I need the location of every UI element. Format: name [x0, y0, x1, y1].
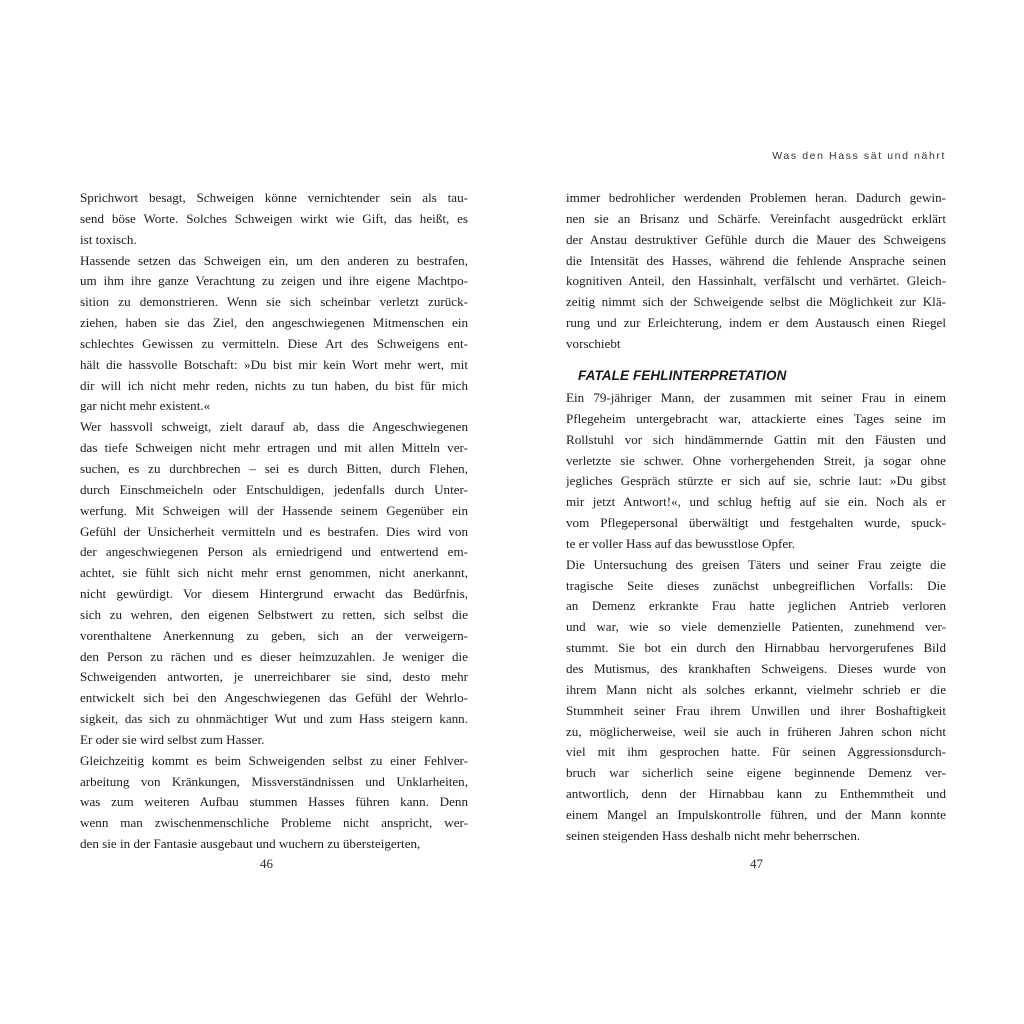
text-line: suchen, es zu durchbrechen – sei es durch Bitten, durch Flehen, [80, 460, 468, 476]
text-line: den sie in der Fantasie ausgebaut und wuchern zu übersteigerten, [80, 836, 421, 852]
text-line: ihrem Mann nicht als solches erkannt, vielmehr schrieb er die [566, 681, 946, 697]
text-line: mir jetzt Antwort!«, und schlug heftig auf sie ein. Noch als er [566, 494, 946, 510]
text-line: nicht gewürdigt. Vor diesem Hintergrund erwacht das Bedürfnis, [80, 586, 468, 602]
left-page-body-text [80, 188, 468, 855]
text-line: der angeschwiegenen Person als erniedrigend und entwertend em- [80, 544, 468, 560]
text-line: vorschiebt [566, 335, 621, 351]
right-page-body-text [566, 188, 946, 355]
text-line: Gefühl der Unsicherheit vermitteln und es bestrafen. Dies wird von [80, 523, 468, 539]
text-line: den Person zu rächen und es dieser heimzuzahlen. Je weniger die [80, 648, 468, 664]
text-line: durch Einschmeicheln oder Entschuldigen, jedenfalls durch Unter- [80, 481, 468, 497]
text-line: schlechtes Gewissen zu vermitteln. Diese Art des Schweigens ent- [80, 335, 468, 351]
text-line: vom Pflegepersonal überwältigt und festgehalten wurde, spuck- [566, 515, 946, 531]
text-line: zeitig nimmt sich der Schweigende selbst die Möglichkeit zur Klä- [566, 294, 946, 310]
text-line: antwortlich, denn der Hirnabbau kann zu Enthemmtheit und [566, 786, 946, 802]
text-line: gar nicht mehr existent.« [80, 398, 211, 414]
text-line: seinen steigenden Hass deshalb nicht mehr beherrschen. [566, 827, 861, 843]
text-line: um ihm ihre ganze Verachtung zu zeigen und ihre eigene Machtpo- [80, 273, 468, 289]
text-line: Schweigenden antworten, je unerreichbarer sie sind, desto mehr [80, 669, 468, 685]
text-line: Die Untersuchung des greisen Täters und seiner Frau zeigte die [566, 556, 946, 572]
text-line: Sprichwort besagt, Schweigen könne vernichtender sein als tau- [80, 190, 468, 205]
text-line: wenn man zwischenmenschliche Probleme nicht anspricht, wer- [80, 815, 468, 831]
right-page [566, 0, 946, 1024]
text-line: einem Mangel an Impulskontrolle führen, und der Mann konnte [566, 806, 946, 822]
text-line: dir will ich nicht mehr reden, nichts zu tun haben, du bist für mich [80, 377, 468, 393]
text-line: viel mit ihm gesprochen hatte. Für seinen Aggressionsdurch- [566, 744, 946, 760]
left-page-number: 46 [260, 856, 273, 871]
text-line: bruch war sicherlich seine eigene beginnende Demenz ver- [566, 765, 946, 781]
section-heading: FATALE FEHLINTERPRETATION [578, 368, 787, 383]
text-line: immer bedrohlicher werdenden Problemen heran. Dadurch gewin- [566, 190, 946, 205]
text-line: vorenthaltene Anerkennung zu geben, sich an der verweigern- [80, 627, 468, 643]
text-line: arbeitung von Kränkungen, Missverständnissen und Unklarheiten, [80, 773, 468, 789]
text-line: Ein 79-jähriger Mann, der zusammen mit seiner Frau in einem [566, 390, 946, 405]
right-page-body-text-after-heading [566, 388, 946, 847]
text-line: sition zu demonstrieren. Wenn sie sich scheinbar verletzt zurück- [80, 294, 468, 310]
text-line: verletzte sie schwer. Ohne vorhergehenden Streit, ja sogar ohne [566, 452, 946, 468]
text-line: hält die hassvolle Botschaft: »Du bist mir kein Wort mehr wert, mit [80, 356, 468, 372]
text-line: ziehen, haben sie das Ziel, den angeschwiegenen Mitmenschen ein [80, 315, 468, 331]
text-line: kognitiven Anteil, den Hassinhalt, verfälscht und verhärtet. Gleich- [566, 273, 946, 289]
text-line: an Demenz erkrankte Frau hatte jeglichen Antrieb verloren [566, 598, 946, 614]
text-line: jegliches Gespräch stürzte er sich auf sie, schrie laut: »Du gibst [566, 473, 946, 489]
text-line: werfung. Mit Schweigen will der Hassende seinem Gegenüber ein [80, 502, 468, 518]
text-line: das tiefe Schweigen nicht mehr ertragen und mit allen Mitteln ver- [80, 440, 468, 456]
text-line: sigkeit, das sich zu ohnmächtiger Wut und zum Hass steigern kann. [80, 711, 468, 727]
text-line: Gleichzeitig kommt es beim Schweigenden selbst zu einer Fehlver- [80, 752, 468, 768]
text-line: nen sie an Brisanz und Schärfe. Vereinfacht ausgedrückt erklärt [566, 210, 946, 226]
text-line: Hassende setzen das Schweigen ein, um den anderen zu bestrafen, [80, 252, 468, 268]
text-line: sich zu wehren, den eigenen Selbstwert zu retten, sich selbst die [80, 606, 468, 622]
text-line: rung und zur Erleichterung, indem er dem Austausch einen Riegel [566, 315, 946, 331]
text-line: Wer hassvoll schweigt, zielt darauf ab, dass die Angeschwiegenen [80, 419, 468, 435]
text-line: stummt. Sie bot ein durch den Hirnabbau hervorgerufenes Bild [566, 640, 946, 656]
text-line: tragische Seite dieses zunächst unbegreiflichen Vorfalls: Die [566, 577, 946, 593]
text-line: die Intensität des Hasses, während die fehlende Ansprache seinen [566, 252, 946, 268]
text-line: Er oder sie wird selbst zum Hasser. [80, 731, 265, 747]
text-line: send böse Worte. Solches Schweigen wirkt wie Gift, das heißt, es [80, 210, 468, 226]
text-line: und war, wie so viele demenzielle Patienten, zunehmend ver- [566, 619, 946, 635]
text-line: zu, möglicherweise, weil sie auch in früheren Jahren schon nicht [566, 723, 946, 739]
text-line: des Mutismus, des krankhaften Schweigens. Dieses wurde von [566, 660, 946, 676]
right-page-number: 47 [750, 856, 763, 871]
left-page [80, 0, 468, 1024]
text-line: Rollstuhl vor sich hindämmernde Gattin mit den Fäusten und [566, 431, 946, 447]
text-line: der Anstau destruktiver Gefühle durch die Mauer des Schweigens [566, 231, 946, 247]
text-line: ist toxisch. [80, 231, 137, 247]
text-line: Stummheit seiner Frau ihrem Unwillen und ihrer Boshaftigkeit [566, 702, 946, 718]
text-line: was zum weiteren Aufbau stummen Hasses führen kann. Denn [80, 794, 468, 810]
text-line: achtet, sie fühlt sich nicht mehr ernst genommen, nicht anerkannt, [80, 565, 468, 581]
running-head: Was den Hass sät und nährt [772, 150, 946, 162]
text-line: te er voller Hass auf das bewusstlose Opfer. [566, 535, 796, 551]
text-line: Pflegeheim untergebracht war, attackierte eines Tages seine im [566, 410, 946, 426]
text-line: entwickelt sich bei den Angeschwiegenen das Gefühl der Wehrlo- [80, 690, 468, 706]
